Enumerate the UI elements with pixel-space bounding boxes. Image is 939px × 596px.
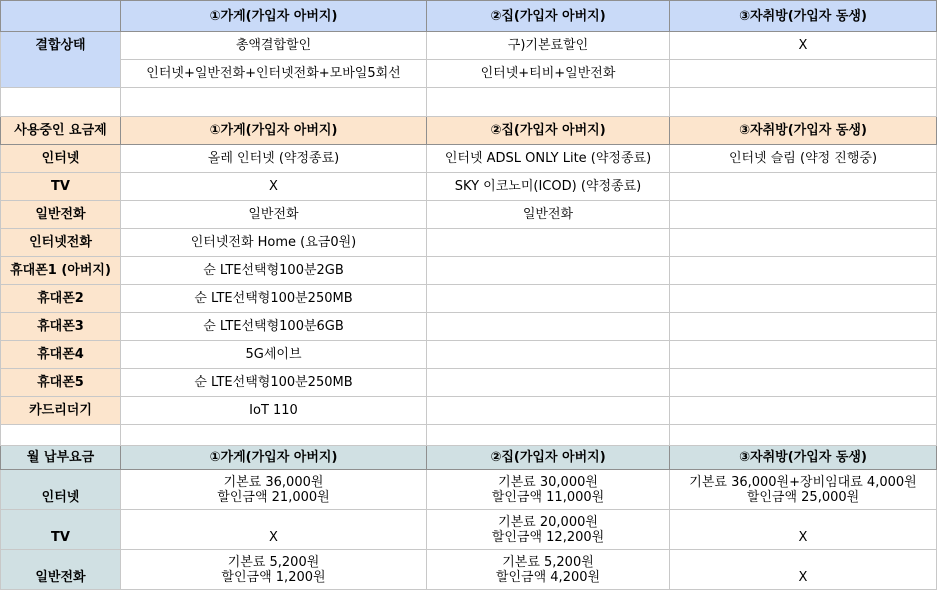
plan-cell-home[interactable]	[427, 397, 670, 425]
payments-header-room[interactable]: ③자취방(가입자 동생)	[670, 446, 937, 470]
payment-row-internet	[1, 470, 937, 510]
spacer-row	[1, 425, 937, 446]
discount: 할인금액 4,200원	[495, 569, 601, 585]
base-fee: 기본료 30,000원	[498, 474, 598, 490]
plan-cell-room[interactable]	[670, 397, 937, 425]
plan-cell-store[interactable]: X	[121, 173, 427, 201]
payments-title[interactable]: 월 납부요금	[1, 446, 121, 470]
payment-tv-store[interactable]: X	[121, 510, 427, 550]
combination-row-2	[1, 60, 937, 88]
discount: 할인금액 11,000원	[491, 489, 605, 505]
combination-detail-store[interactable]: 인터넷+일반전화+인터넷전화+모바일5회선	[121, 60, 427, 88]
plan-label[interactable]: 휴대폰3	[1, 313, 121, 341]
plan-cell-room[interactable]	[670, 173, 937, 201]
plan-row	[1, 173, 937, 201]
plan-row	[1, 341, 937, 369]
payment-internet-home[interactable]	[427, 470, 670, 510]
discount: 할인금액 21,000원	[217, 489, 330, 505]
plan-cell-store[interactable]: 순 LTE선택형100분2GB	[121, 257, 427, 285]
spacer-cell[interactable]	[1, 425, 121, 446]
plan-row	[1, 369, 937, 397]
payments-header-home[interactable]: ②집(가입자 아버지)	[427, 446, 670, 470]
plan-cell-home[interactable]	[427, 257, 670, 285]
plan-cell-room[interactable]	[670, 257, 937, 285]
combination-detail-room[interactable]	[670, 60, 937, 88]
payments-header-store[interactable]: ①가게(가입자 아버지)	[121, 446, 427, 470]
payment-label-phone[interactable]: 일반전화	[1, 550, 121, 590]
plan-label[interactable]: 인터넷전화	[1, 229, 121, 257]
plan-cell-store[interactable]: 일반전화	[121, 201, 427, 229]
combination-row-1	[1, 32, 937, 60]
plan-cell-store[interactable]: 순 LTE선택형100분250MB	[121, 369, 427, 397]
combination-detail-home[interactable]: 인터넷+티비+일반전화	[427, 60, 670, 88]
payment-phone-store[interactable]	[121, 550, 427, 590]
discount: 할인금액 12,200원	[491, 529, 605, 545]
combination-home[interactable]: 구)기본료할인	[427, 32, 670, 60]
payment-label-tv[interactable]: TV	[1, 510, 121, 550]
plan-label[interactable]: 인터넷	[1, 145, 121, 173]
base-fee: 기본료 5,200원	[227, 554, 320, 570]
combination-label[interactable]: 결합상태	[1, 32, 121, 88]
plan-row	[1, 201, 937, 229]
plan-row	[1, 397, 937, 425]
plan-cell-home[interactable]: SKY 이코노미(ICOD) (약정종료)	[427, 173, 670, 201]
plan-row	[1, 257, 937, 285]
plan-cell-room[interactable]	[670, 313, 937, 341]
plan-cell-home[interactable]	[427, 285, 670, 313]
plan-label[interactable]: 휴대폰4	[1, 341, 121, 369]
payment-tv-room[interactable]: X	[670, 510, 937, 550]
plan-label[interactable]: 카드리더기	[1, 397, 121, 425]
plan-row	[1, 145, 937, 173]
spacer-cell[interactable]	[670, 425, 937, 446]
plan-cell-room[interactable]	[670, 285, 937, 313]
payment-row-phone	[1, 550, 937, 590]
spacer-cell[interactable]	[1, 88, 121, 117]
header-row	[1, 1, 937, 32]
plan-cell-home[interactable]	[427, 341, 670, 369]
plan-cell-room[interactable]	[670, 369, 937, 397]
header-col-room[interactable]: ③자취방(가입자 동생)	[670, 1, 937, 32]
plan-cell-store[interactable]: 순 LTE선택형100분250MB	[121, 285, 427, 313]
combination-room[interactable]: X	[670, 32, 937, 60]
header-col-store[interactable]: ①가게(가입자 아버지)	[121, 1, 427, 32]
combination-store[interactable]: 총액결합할인	[121, 32, 427, 60]
plan-cell-store[interactable]: 5G세이브	[121, 341, 427, 369]
plan-cell-room[interactable]	[670, 229, 937, 257]
plan-cell-store[interactable]: 인터넷전화 Home (요금0원)	[121, 229, 427, 257]
plan-row	[1, 229, 937, 257]
header-col-home[interactable]: ②집(가입자 아버지)	[427, 1, 670, 32]
plan-cell-store[interactable]: 순 LTE선택형100분6GB	[121, 313, 427, 341]
plan-label[interactable]: 휴대폰5	[1, 369, 121, 397]
payments-header-row	[1, 446, 937, 470]
base-fee: 기본료 36,000원+장비임대료 4,000원	[689, 474, 917, 490]
plan-cell-home[interactable]: 일반전화	[427, 201, 670, 229]
base-fee: 기본료 5,200원	[502, 554, 594, 570]
spacer-cell[interactable]	[427, 425, 670, 446]
plans-title[interactable]: 사용중인 요금제	[1, 117, 121, 145]
payment-row-tv	[1, 510, 937, 550]
plans-header-room[interactable]: ③자취방(가입자 동생)	[670, 117, 937, 145]
base-fee: 기본료 36,000원	[223, 474, 324, 490]
plan-cell-home[interactable]	[427, 229, 670, 257]
plan-cell-home[interactable]	[427, 313, 670, 341]
plan-label[interactable]: 휴대폰2	[1, 285, 121, 313]
plan-cell-home[interactable]	[427, 369, 670, 397]
payment-tv-home[interactable]	[427, 510, 670, 550]
discount: 할인금액 25,000원	[746, 489, 860, 505]
spacer-cell[interactable]	[121, 425, 427, 446]
plans-header-home[interactable]: ②집(가입자 아버지)	[427, 117, 670, 145]
header-blank-cell[interactable]	[1, 1, 121, 32]
plan-label[interactable]: 일반전화	[1, 201, 121, 229]
plan-label[interactable]: 휴대폰1 (아버지)	[1, 257, 121, 285]
plan-cell-room[interactable]: 인터넷 슬림 (약정 진행중)	[670, 145, 937, 173]
spacer-row	[1, 88, 937, 117]
discount: 할인금액 1,200원	[221, 569, 326, 585]
payment-internet-room[interactable]	[670, 470, 937, 510]
plan-cell-store[interactable]: 올레 인터넷 (약정종료)	[121, 145, 427, 173]
plan-row	[1, 313, 937, 341]
payment-internet-store[interactable]	[121, 470, 427, 510]
base-fee: 기본료 20,000원	[498, 514, 598, 530]
payment-phone-home[interactable]	[427, 550, 670, 590]
plan-cell-home[interactable]: 인터넷 ADSL ONLY Lite (약정종료)	[427, 145, 670, 173]
spacer-cell[interactable]	[427, 88, 670, 117]
plan-cell-room[interactable]	[670, 341, 937, 369]
plans-header-store[interactable]: ①가게(가입자 아버지)	[121, 117, 427, 145]
payment-label-internet[interactable]: 인터넷	[1, 470, 121, 510]
payment-phone-room[interactable]: X	[670, 550, 937, 590]
spacer-cell[interactable]	[121, 88, 427, 117]
spacer-cell[interactable]	[670, 88, 937, 117]
plan-cell-store[interactable]: IoT 110	[121, 397, 427, 425]
plans-header-row	[1, 117, 937, 145]
plan-row	[1, 285, 937, 313]
plan-cell-room[interactable]	[670, 201, 937, 229]
plan-label[interactable]: TV	[1, 173, 121, 201]
